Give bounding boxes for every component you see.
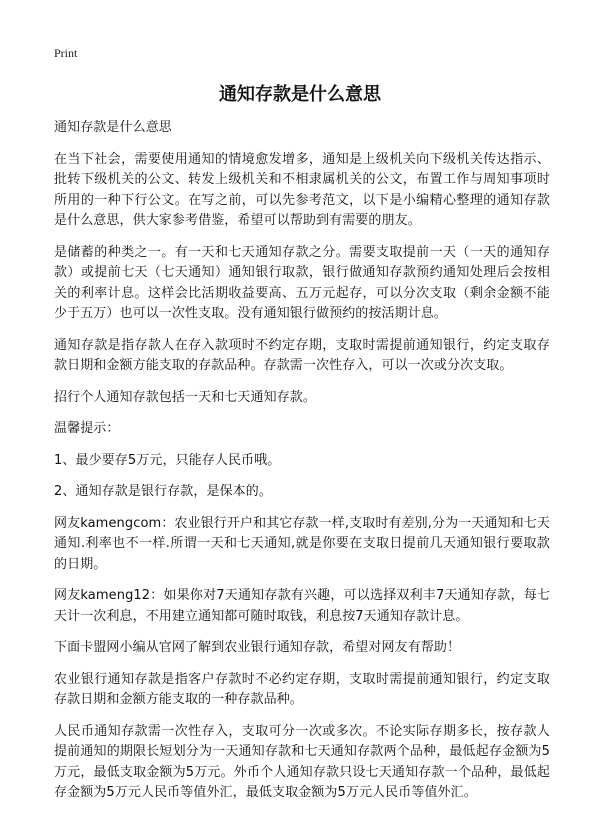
article-paragraph: 通知存款是指存款人在存入款项时不约定存期，支取时需提前通知银行，约定支取存款日期和金额方能支取的存款品种。存款需一次性存入，可以一次或分次支取。 [54, 337, 550, 373]
page-title: 通知存款是什么意思 [219, 84, 381, 105]
article-paragraph: 网友kameng12：如果你对7天通知存款有兴趣，可以选择双利丰7天通知存款，每七天计一次利息，不用建立通知都可随时取钱，利息按7天通知存款计息。 [54, 588, 550, 624]
article-paragraph: 招行个人通知存款包括一天和七天通知存款。 [54, 389, 317, 405]
article-paragraph: 在当下社会，需要使用通知的情境愈发增多，通知是上级机关向下级机关传达指示、批转下级机关的公文、转发上级机关和不相隶属机关的公文，布置工作与周知事项时所用的一种下行公文。在写之前，可以先参考范文，以下是小编精心整理的通知存款是什么意思，供大家参考借鉴，希望可以帮助到有需要的朋友。 [54, 151, 550, 228]
article-paragraph: 通知存款是什么意思 [54, 120, 172, 135]
article-paragraph: 人民币通知存款需一次性存入，支取可分一次或多次。不论实际存期多长，按存款人提前通知的期限长短划分为一天通知存款和七天通知存款两个品种，最低起存金额为5万元，最低支取金额为5万元。外币个人通知存款只设七天通知存款一个品种，最低起存金额为5万元人民币等值外汇，最低支取金额为5万元人民币等值外汇。 [54, 723, 550, 800]
article-paragraph: 农业银行通知存款是指客户存款时不必约定存期，支取时需提前通知银行，约定支取存款日期和金额方能支取的一种存款品种。 [54, 671, 550, 707]
article-paragraph: 1、最少要存5万元，只能存人民币哦。 [54, 452, 281, 468]
article-paragraph: 下面卡盟网小编从官网了解到农业银行通知存款，希望对网友有帮助！ [54, 640, 461, 655]
article-paragraph: 温馨提示： [54, 421, 120, 436]
article-paragraph: 2、通知存款是银行存款，是保本的。 [54, 484, 272, 499]
article-paragraph: 是储蓄的种类之一。有一天和七天通知存款之分。需要支取提前一天（一天的通知存款）或提前七天（七天通知）通知银行取款，银行做通知存款预约通知处理后会按相关的利率计息。这样会比活期收益要高、五万元起存，可以分次支取（剩余金额不能少于五万）也可以一次性支取。没有通知银行做预约的按活期计息。 [54, 244, 550, 321]
article-body [54, 118, 550, 815]
article-paragraph: 网友kamengcom：农业银行开户和其它存款一样,支取时有差别,分为一天通知和七天通知.利率也不一样.所谓一天和七天通知,就是你要在支取日提前几天通知银行要取款的日期。 [54, 515, 550, 572]
print-link[interactable]: Print [54, 46, 78, 60]
